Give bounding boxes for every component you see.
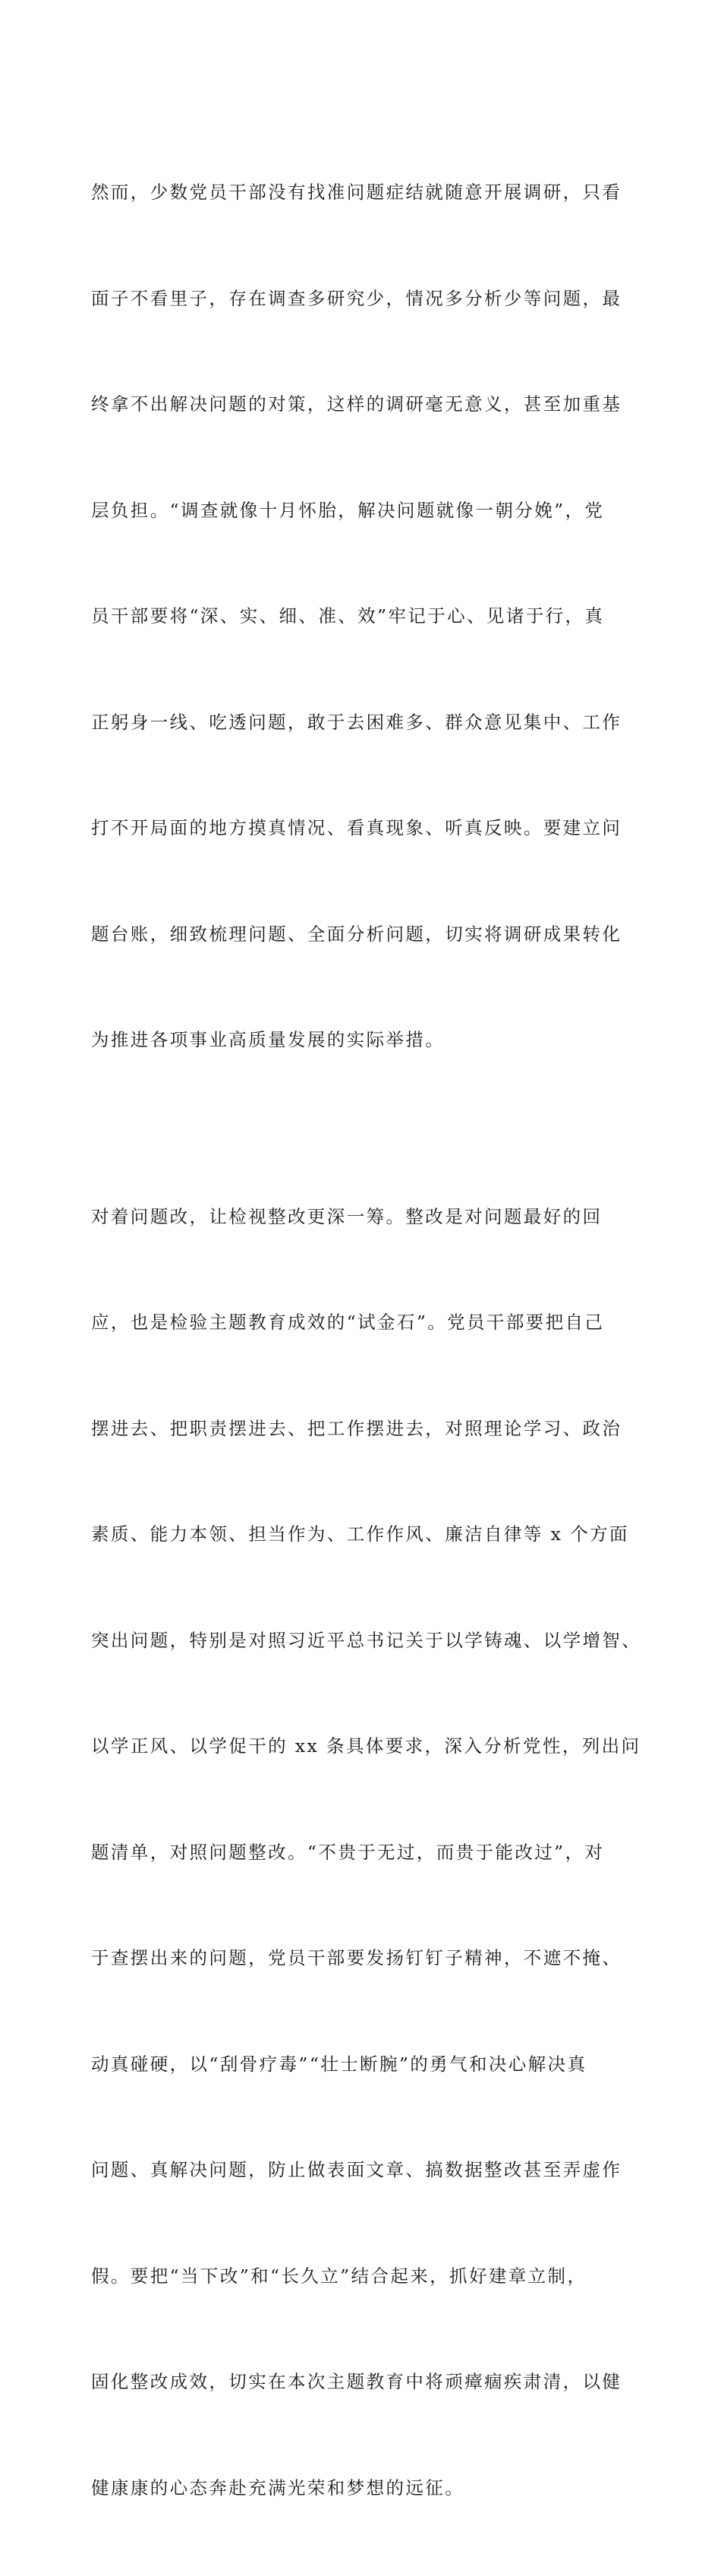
document-page [0, 0, 721, 1021]
text-line: 题清单，对照问题整改。“不贵于无过，而贵于能改过”，对 [91, 1835, 627, 1870]
text-line: 固化整改成效，切实在本次主题教育中将顽瘴痼疾肃清，以健 [91, 2364, 627, 2400]
text-line: 应，也是检验主题教育成效的“试金石”。党员干部要把自己 [91, 1305, 627, 1340]
text-line: 层负担。“调查就像十月怀胎，解决问题就像一朝分娩”，党 [91, 493, 627, 529]
text-line: 摆进去、把职责摆进去、把工作摆进去，对照理论学习、政治 [91, 1411, 627, 1447]
document-body [91, 104, 627, 2576]
text-line: 打不开局面的地方摸真情况、看真现象、听真反映。要建立问 [91, 810, 627, 846]
text-line: 正躬身一线、吃透问题，敢于去困难多、群众意见集中、工作 [91, 705, 627, 740]
text-line: 员干部要将“深、实、细、准、效”牢记于心、见诸于行，真 [91, 598, 627, 634]
text-line: 假。要把“当下改”和“长久立”结合起来，抓好建章立制， [91, 2259, 627, 2294]
text-line: 健康康的心态奔赴充满光荣和梦想的远征。 [91, 2470, 627, 2506]
text-line: 然而，少数党员干部没有找准问题症结就随意开展调研，只看 [91, 175, 627, 210]
text-line: 问题、真解决问题，防止做表面文章、搞数据整改甚至弄虚作 [91, 2152, 627, 2188]
text-line: 动真碰硬，以“刮骨疗毒”“壮士断腕”的勇气和决心解决真 [91, 2047, 627, 2082]
text-line: 对着问题改，让检视整改更深一筹。整改是对问题最好的回 [91, 1199, 627, 1235]
text-line: 素质、能力本领、担当作为、工作作风、廉洁自律等 x 个方面 [91, 1517, 627, 1552]
text-line: 题台账，细致梳理问题、全面分析问题，切实将调研成果转化 [91, 917, 627, 952]
text-line: 突出问题，特别是对照习近平总书记关于以学铸魂、以学增智、 [91, 1623, 627, 1659]
text-line: 面子不看里子，存在调查多研究少，情况多分析少等问题，最 [91, 281, 627, 317]
text-line: 为推进各项事业高质量发展的实际举措。 [91, 1022, 627, 1058]
text-line: 于查摆出来的问题，党员干部要发扬钉钉子精神，不遮不掩、 [91, 1940, 627, 1976]
paragraph-2 [91, 1129, 627, 2576]
paragraph-1 [91, 104, 627, 1129]
text-line: 终拿不出解决问题的对策，这样的调研毫无意义，甚至加重基 [91, 387, 627, 422]
text-line: 以学正风、以学促干的 xx 条具体要求，深入分析党性，列出问 [91, 1728, 627, 1764]
